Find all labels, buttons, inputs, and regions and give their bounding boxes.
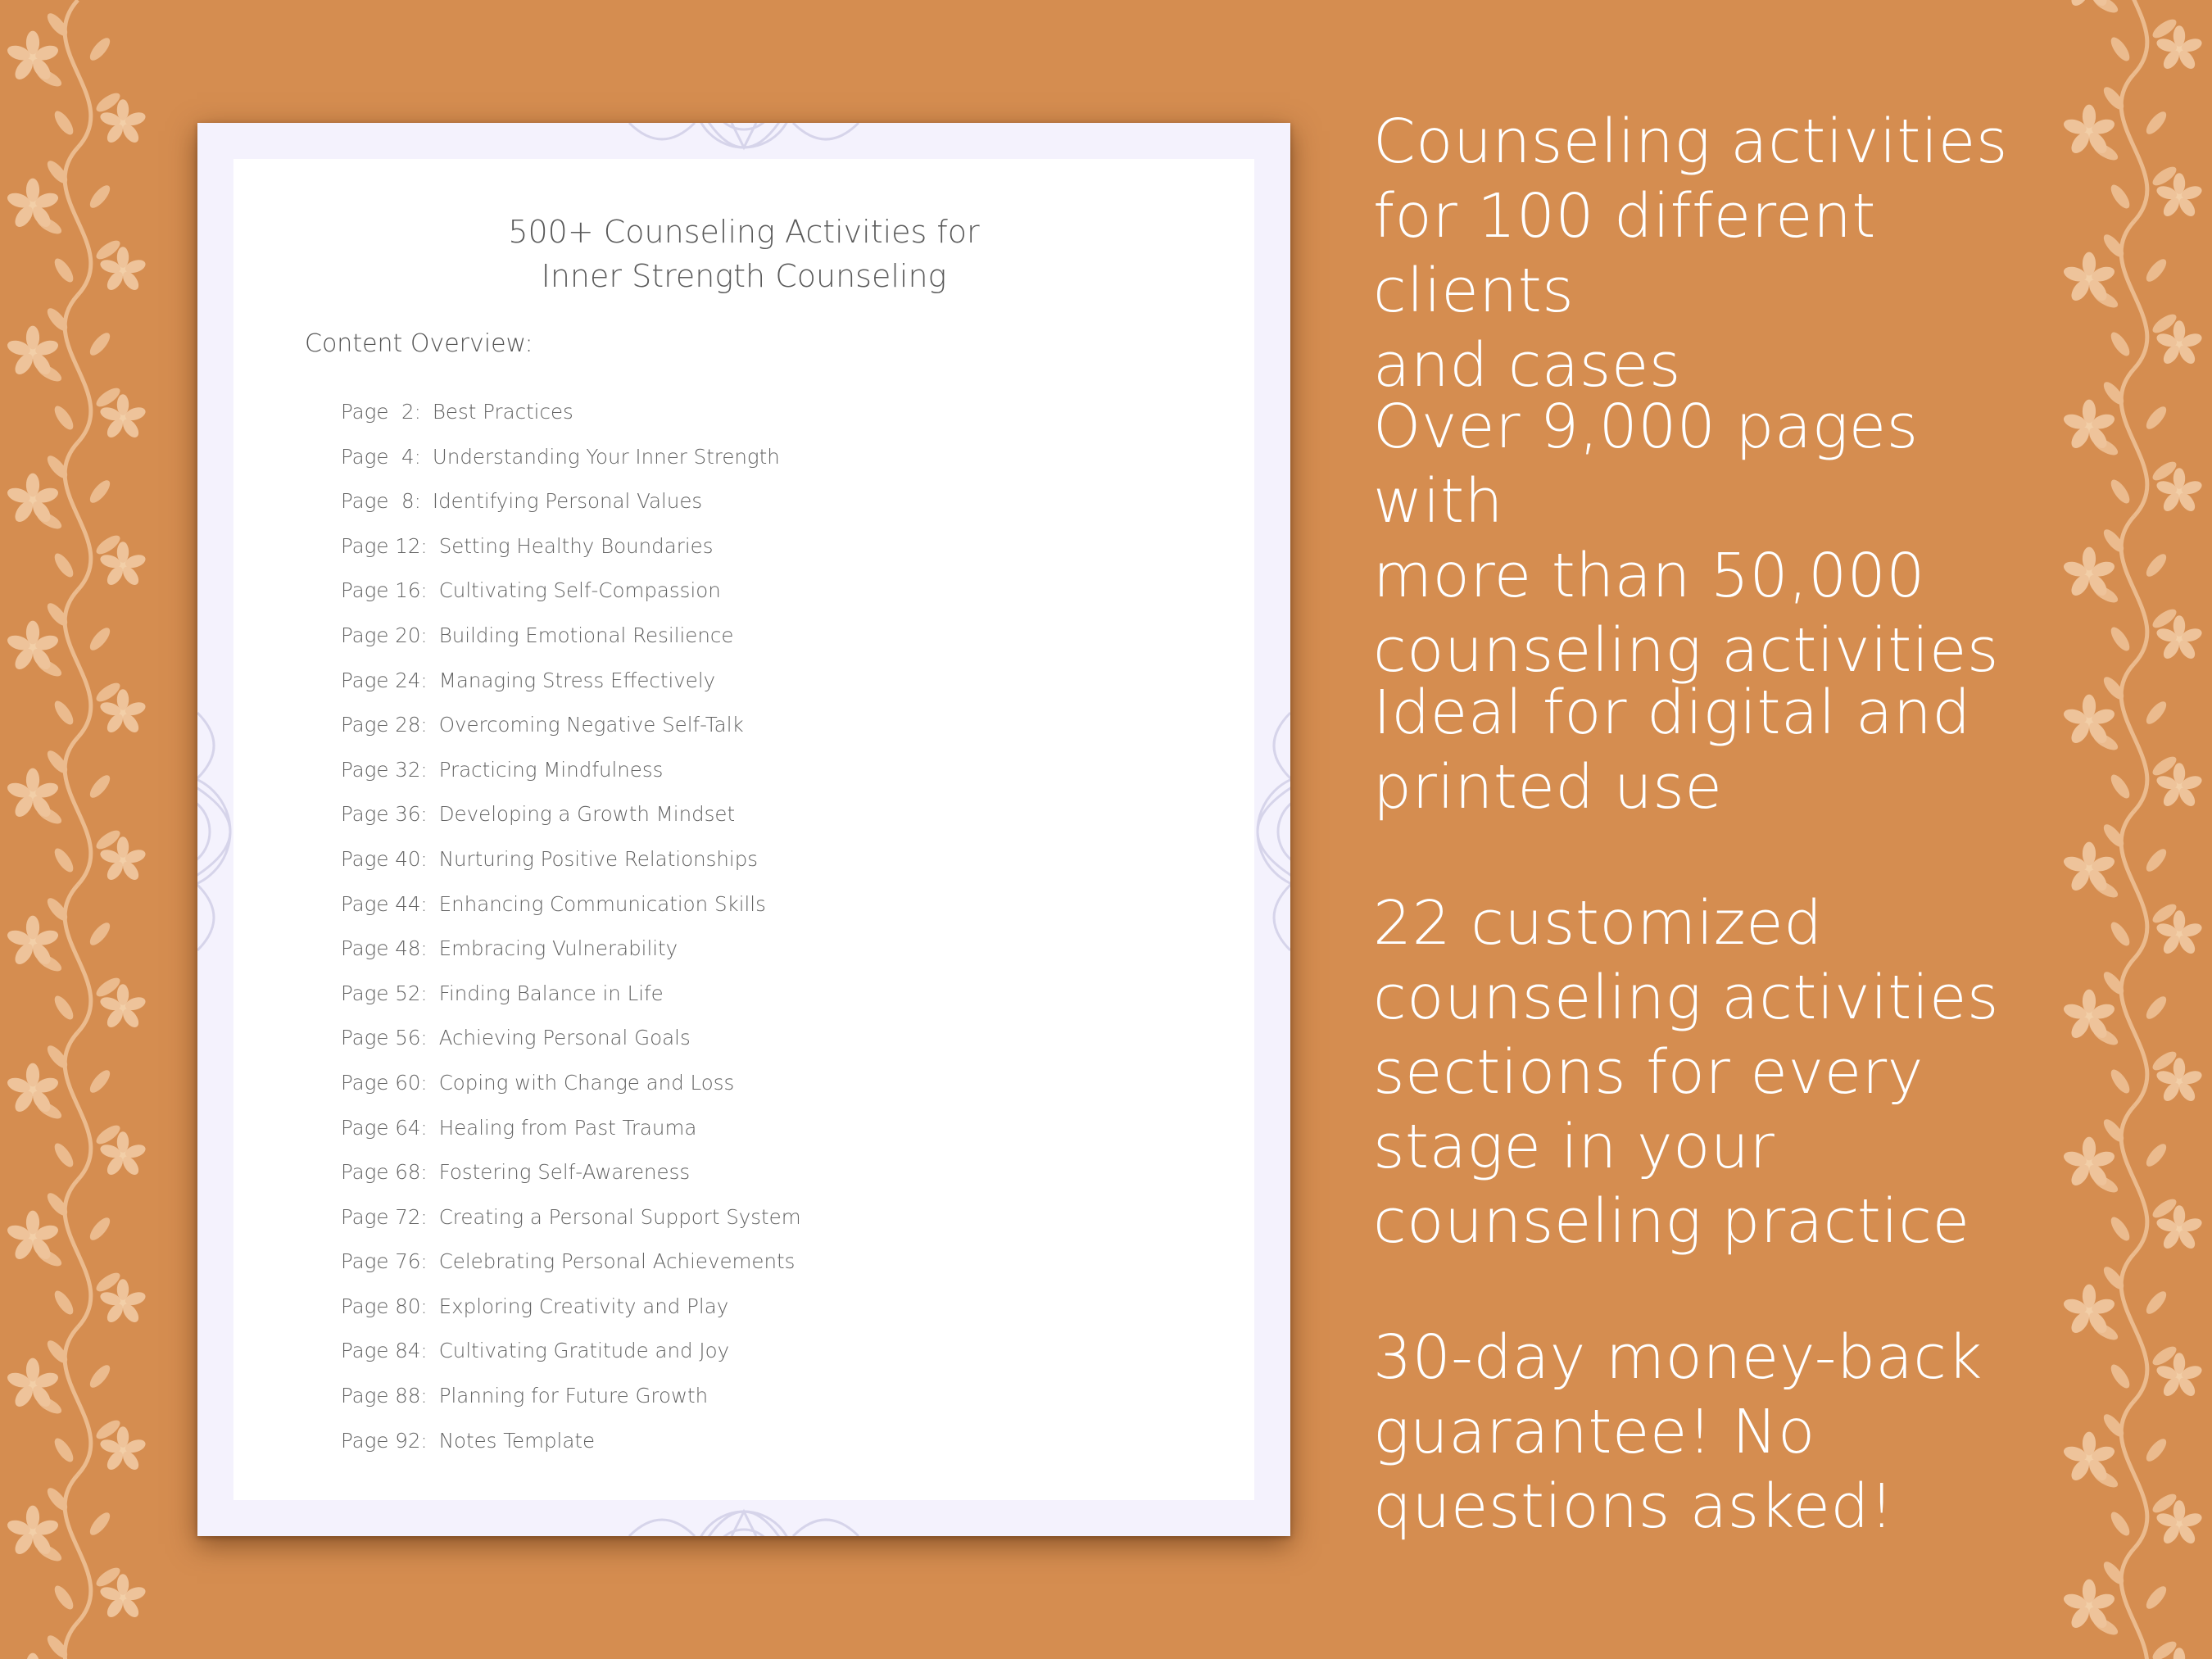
toc-entry-title: Fostering Self-Awareness	[438, 1160, 691, 1185]
toc-entry-title: Achieving Personal Goals	[438, 1026, 691, 1050]
feature-digital-printed: Ideal for digital and printed use	[1373, 678, 1971, 823]
toc-entry-title: Cultivating Gratitude and Joy	[438, 1339, 730, 1363]
toc-entry-title: Practicing Mindfulness	[438, 757, 664, 782]
toc-entry-title: Planning for Future Growth	[438, 1384, 709, 1408]
toc-entry-title: Healing from Past Trauma	[438, 1115, 697, 1140]
mandala-ornament-right	[1249, 696, 1290, 967]
toc-page-number: Page 44:	[341, 891, 428, 916]
toc-page-number: Page 68:	[341, 1160, 428, 1185]
toc-entry	[341, 524, 801, 569]
toc-entry	[341, 792, 801, 837]
toc-page-number: Page 40:	[341, 846, 428, 871]
toc-entry	[341, 479, 801, 524]
toc-entry-title: Understanding Your Inner Strength	[432, 444, 780, 469]
document-page	[233, 159, 1254, 1500]
toc-entry-title: Creating a Personal Support System	[438, 1204, 801, 1229]
toc-entry	[341, 1240, 801, 1285]
toc-entry-title: Setting Healthy Boundaries	[438, 533, 714, 558]
toc-page-number: Page 36:	[341, 802, 428, 827]
toc-page-number: Page 64:	[341, 1115, 428, 1140]
document-title-line-2: Inner Strength Counseling	[541, 258, 947, 294]
toc-page-number: Page 92:	[341, 1428, 428, 1453]
toc-page-number: Page 80:	[341, 1294, 428, 1318]
content-overview-label: Content Overview:	[305, 329, 533, 358]
toc-entry	[341, 659, 801, 704]
toc-entry	[341, 1419, 801, 1464]
toc-entry-title: Best Practices	[432, 400, 573, 424]
feature-customized-sections: 22 customized counseling activities sections for every stage in your counseling practice	[1373, 888, 1999, 1257]
document-preview-sheet	[197, 123, 1290, 1536]
toc-entry	[341, 703, 801, 748]
toc-entry	[341, 882, 801, 927]
toc-entry-title: Managing Stress Effectively	[438, 668, 716, 692]
toc-entry-title: Overcoming Negative Self-Talk	[438, 713, 744, 737]
toc-page-number: Page 2:	[341, 400, 421, 424]
floral-vine-left	[0, 0, 156, 1659]
toc-page-number: Page 52:	[341, 981, 428, 1005]
table-of-contents	[341, 390, 801, 1463]
toc-entry	[341, 1106, 801, 1151]
toc-page-number: Page 48:	[341, 936, 428, 961]
toc-page-number: Page 84:	[341, 1339, 428, 1363]
toc-page-number: Page 24:	[341, 668, 428, 692]
feature-clients-cases: Counseling activities for 100 different clients and cases	[1373, 107, 2008, 401]
toc-entry-title: Notes Template	[438, 1428, 596, 1453]
toc-page-number: Page 4:	[341, 444, 421, 469]
toc-entry	[341, 927, 801, 972]
toc-entry-title: Celebrating Personal Achievements	[438, 1249, 796, 1274]
toc-entry-title: Coping with Change and Loss	[438, 1070, 735, 1095]
toc-page-number: Page 32:	[341, 757, 428, 782]
toc-entry-title: Exploring Creativity and Play	[438, 1294, 729, 1318]
feature-page-count: Over 9,000 pages with more than 50,000 counseling activities	[1373, 392, 1999, 686]
toc-entry	[341, 569, 801, 614]
toc-page-number: Page 72:	[341, 1204, 428, 1229]
toc-entry-title: Identifying Personal Values	[432, 489, 703, 514]
toc-entry	[341, 1374, 801, 1419]
toc-page-number: Page 88:	[341, 1384, 428, 1408]
floral-vine-right	[2056, 0, 2212, 1659]
toc-entry	[341, 837, 801, 882]
document-title-line-1: 500+ Counseling Activities for	[508, 214, 980, 250]
toc-entry	[341, 1285, 801, 1330]
mandala-ornament-bottom	[580, 1495, 908, 1536]
toc-page-number: Page 8:	[341, 489, 421, 514]
toc-page-number: Page 56:	[341, 1026, 428, 1050]
toc-entry	[341, 1150, 801, 1195]
toc-entry-title: Enhancing Communication Skills	[438, 891, 766, 916]
toc-entry-title: Cultivating Self-Compassion	[438, 578, 721, 603]
toc-page-number: Page 20:	[341, 623, 428, 647]
feature-money-back-guarantee: 30-day money-back guarantee! No questions asked!	[1373, 1322, 1983, 1542]
toc-entry	[341, 1195, 801, 1240]
toc-entry	[341, 614, 801, 659]
toc-entry-title: Developing a Growth Mindset	[438, 802, 736, 827]
toc-page-number: Page 76:	[341, 1249, 428, 1274]
toc-entry-title: Finding Balance in Life	[438, 981, 664, 1005]
toc-entry	[341, 435, 801, 480]
toc-entry-title: Building Emotional Resilience	[438, 623, 734, 647]
toc-page-number: Page 16:	[341, 578, 428, 603]
toc-page-number: Page 28:	[341, 713, 428, 737]
toc-entry	[341, 390, 801, 435]
toc-entry	[341, 1016, 801, 1061]
toc-entry	[341, 1329, 801, 1374]
mandala-ornament-top	[580, 123, 908, 164]
toc-entry-title: Embracing Vulnerability	[438, 936, 678, 961]
toc-page-number: Page 12:	[341, 533, 428, 558]
mandala-ornament-left	[197, 696, 238, 967]
toc-entry	[341, 972, 801, 1017]
toc-entry-title: Nurturing Positive Relationships	[438, 846, 759, 871]
toc-entry	[341, 748, 801, 793]
toc-page-number: Page 60:	[341, 1070, 428, 1095]
toc-entry	[341, 1061, 801, 1106]
